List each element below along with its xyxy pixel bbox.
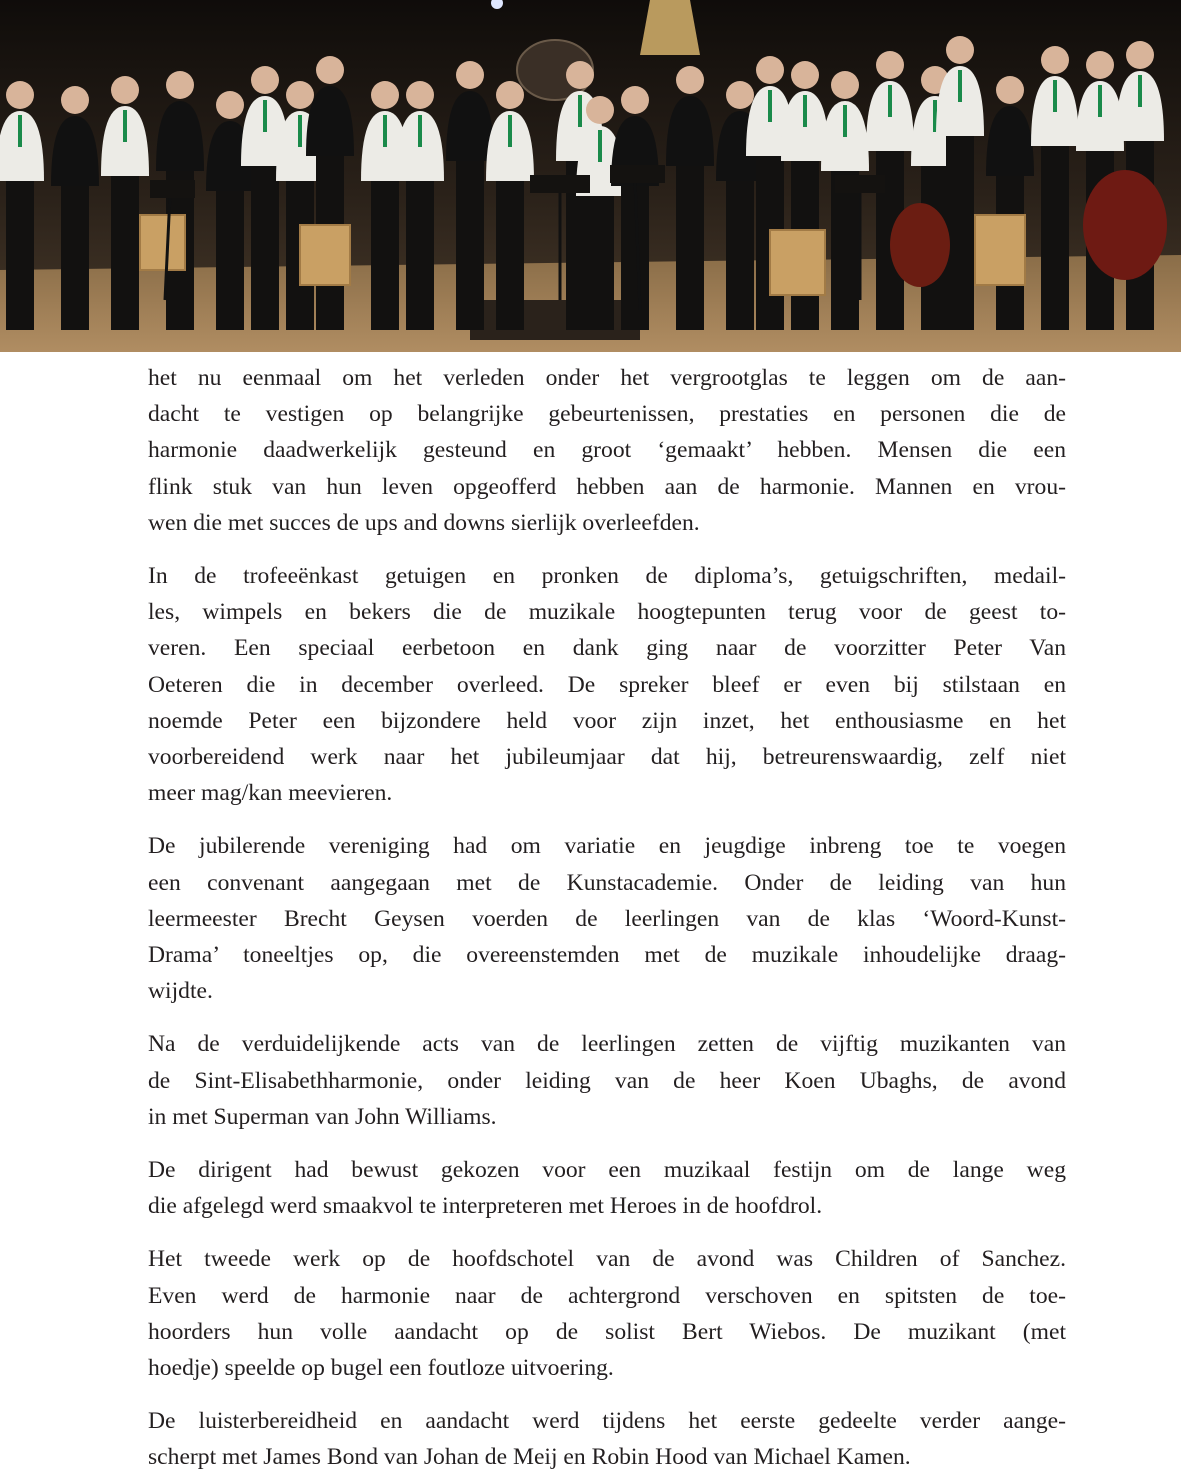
green-tie <box>123 110 127 142</box>
musician-legs <box>676 166 704 330</box>
text-line: harmonie daadwerkelijk gesteund en groot ‘gemaakt’ hebben. Mensen die een <box>148 437 1066 464</box>
musician-legs <box>831 171 859 330</box>
green-tie <box>598 130 602 162</box>
text-line: hoorders hun volle aandacht op de solist Bert Wiebos. De muzikant (met <box>148 1318 1066 1345</box>
paragraph <box>148 828 1066 1009</box>
musician-head <box>676 66 704 94</box>
paragraph <box>148 1152 1066 1224</box>
text-line: een convenant aangegaan met de Kunstacademie. Onder de leiding van hun <box>148 869 1066 896</box>
musician-head <box>316 56 344 84</box>
musician-head <box>61 86 89 114</box>
musician-head <box>586 96 614 124</box>
text-line: het nu eenmaal om het verleden onder het vergrootglas te leggen om de aan- <box>148 365 1066 391</box>
musician-head <box>1126 41 1154 69</box>
musician-head <box>6 81 34 109</box>
text-line: In de trofeeënkast getuigen en pronken de diploma’s, getuigschriften, medail- <box>148 563 1066 590</box>
text-line: meer mag/kan meevieren. <box>148 780 393 807</box>
text-line: De dirigent had bewust gekozen voor een muzikaal festijn om de lange weg <box>148 1157 1066 1184</box>
musician-head <box>496 81 524 109</box>
text-line: Na de verduidelijkende acts van de leerlingen zetten de vijftig muzikanten van <box>148 1031 1066 1058</box>
text-line: voorbereidend werk naar het jubileumjaar dat hij, betreurenswaardig, zelf niet <box>148 744 1066 771</box>
green-tie <box>1098 85 1102 117</box>
musician-legs <box>216 191 244 330</box>
musician-head <box>791 61 819 89</box>
musician-legs <box>496 181 524 330</box>
musician-head <box>216 91 244 119</box>
musician-legs <box>251 166 279 330</box>
text-line: Even werd de harmonie naar de achtergrond verschoven en spitsten de toe- <box>148 1282 1066 1309</box>
green-tie <box>958 70 962 102</box>
green-tie <box>263 100 267 132</box>
musician-head <box>876 51 904 79</box>
musician-head <box>456 61 484 89</box>
orchestra-stage-photo-icon <box>0 0 1181 352</box>
text-line: de Sint-Elisabethharmonie, onder leiding van de heer Koen Ubaghs, de avond <box>148 1067 1066 1094</box>
green-tie <box>1138 75 1142 107</box>
text-line: noemde Peter een bijzondere held voor zijn inzet, het enthousiasme en het <box>148 707 1066 734</box>
green-tie <box>888 85 892 117</box>
musician-head <box>566 61 594 89</box>
text-line: in met Superman van John Williams. <box>148 1103 497 1130</box>
text-line: les, wimpels en bekers die de muzikale hoogtepunten terug voor de geest to- <box>148 599 1066 626</box>
musician-legs <box>6 181 34 330</box>
musician-legs <box>456 161 484 330</box>
green-tie <box>803 95 807 127</box>
musician-head <box>406 81 434 109</box>
text-line: die afgelegd werd smaakvol te interpreteren met Heroes in de hoofdrol. <box>148 1193 823 1220</box>
text-line: De luisterbereidheid en aandacht werd tijdens het eerste gedeelte verder aange- <box>148 1408 1066 1435</box>
green-tie <box>843 105 847 137</box>
green-tie <box>1053 80 1057 112</box>
green-tie <box>578 95 582 127</box>
musician-legs <box>371 181 399 330</box>
paragraph <box>148 360 1066 541</box>
text-line: wijdte. <box>148 978 213 1005</box>
article-body <box>148 360 1066 1481</box>
musician-head <box>251 66 279 94</box>
musician-legs <box>61 186 89 330</box>
green-tie <box>298 115 302 147</box>
musician-legs <box>586 196 614 330</box>
text-line: Drama’ toneeltjes op, die overeenstemden met de muzikale inhoudelijke draag- <box>148 942 1066 969</box>
musician-head <box>946 36 974 64</box>
musician-head <box>831 71 859 99</box>
paragraph <box>148 558 1066 811</box>
green-tie <box>768 90 772 122</box>
musician-head <box>1086 51 1114 79</box>
text-line: Oeteren die in december overleed. De spreker bleef er even bij stilstaan en <box>148 671 1066 698</box>
paragraph <box>148 1241 1066 1386</box>
paragraph <box>148 1026 1066 1135</box>
text-line: wen die met succes de ups and downs sierlijk overleefden. <box>148 509 700 536</box>
orchestra-photo <box>0 0 1181 352</box>
text-line: veren. Een speciaal eerbetoon en dank ging naar de voorzitter Peter Van <box>148 635 1066 662</box>
musician-head <box>996 76 1024 104</box>
musician-legs <box>406 181 434 330</box>
musician-head <box>371 81 399 109</box>
musician-legs <box>111 176 139 330</box>
musician-head <box>286 81 314 109</box>
text-line: hoedje) speelde op bugel een foutloze uitvoering. <box>148 1355 614 1382</box>
text-line: scherpt met James Bond van Johan de Meij en Robin Hood van Michael Kamen. <box>148 1444 911 1471</box>
musician-head <box>166 71 194 99</box>
green-tie <box>508 115 512 147</box>
musician-legs <box>726 181 754 330</box>
green-tie <box>383 115 387 147</box>
musician-head <box>621 86 649 114</box>
text-line: De jubilerende vereniging had om variatie en jeugdige inbreng toe te voegen <box>148 833 1066 860</box>
text-line: Het tweede werk op de hoofdschotel van de avond was Children of Sanchez. <box>148 1246 1066 1273</box>
text-line: leermeester Brecht Geysen voerden de leerlingen van de klas ‘Woord-Kunst- <box>148 905 1066 932</box>
musician-head <box>726 81 754 109</box>
musician-legs <box>1041 146 1069 330</box>
text-line: flink stuk van hun leven opgeofferd hebben aan de harmonie. Mannen en vrou- <box>148 473 1066 500</box>
paragraph <box>148 1403 1066 1475</box>
musician-head <box>1041 46 1069 74</box>
text-line: dacht te vestigen op belangrijke gebeurtenissen, prestaties en personen die de <box>148 401 1066 428</box>
green-tie <box>18 115 22 147</box>
musician-legs <box>946 136 974 330</box>
musician-head <box>756 56 784 84</box>
musician-head <box>111 76 139 104</box>
green-tie <box>418 115 422 147</box>
